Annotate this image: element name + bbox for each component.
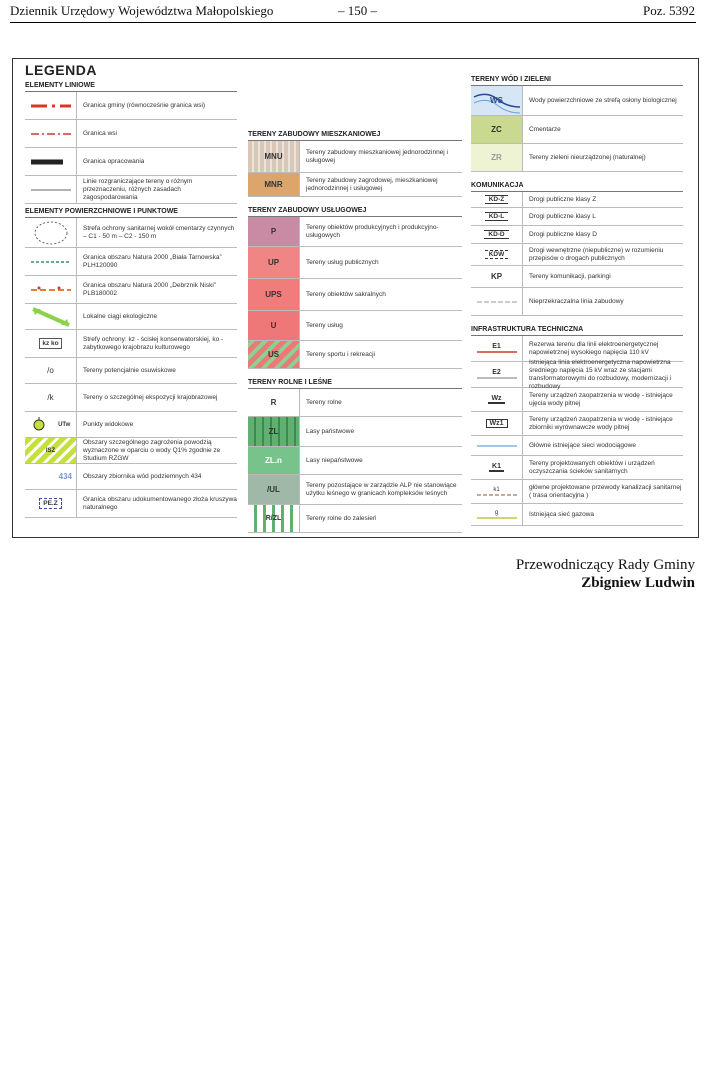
signature-role: Przewodniczący Rady Gminy [515, 557, 695, 573]
legend-label: Tereny komunikacji, parkingi [529, 272, 611, 280]
position-number: Poz. 5392 [643, 3, 695, 18]
legend-label: Tereny potencjalnie osuwiskowe [83, 366, 176, 374]
legend-label: Lasy państwowe [306, 427, 355, 435]
swatch-wz1: Wz1 [471, 412, 523, 435]
legend-label: Strefy ochrony: kz - ścisłej konserwatorskiej, ko - zabytkowego krajobrazu kulturowego [83, 335, 224, 351]
legend-label: Tereny sportu i rekreacji [306, 350, 375, 358]
swatch-gas: g [471, 504, 523, 525]
swatch-eco-corridor [25, 304, 77, 329]
legend-item [471, 116, 683, 144]
section-residential: TERENY ZABUDOWY MIESZKANIOWEJ [248, 129, 462, 141]
legend-item [25, 384, 237, 412]
legend-label: Tereny usług publicznych [306, 258, 379, 266]
swatch-protection-zones: kz ko [25, 330, 77, 357]
section-infra: INFRASTRUKTURA TECHNICZNA [471, 324, 683, 336]
swatch-rzl: R/ZL [248, 505, 300, 532]
legend-item [25, 248, 237, 276]
section-agri: TERENY ROLNE I LEŚNE [248, 377, 462, 389]
swatch-zln: ZL.n [248, 447, 300, 474]
legend-label: Tereny rolne [306, 398, 342, 406]
section-transport: KOMUNIKACJA [471, 180, 683, 192]
swatch-e2: E2 [471, 362, 523, 387]
legend-item [25, 92, 237, 120]
swatch-groundwater: 434 [25, 464, 77, 489]
swatch-k1: K1 [471, 456, 523, 479]
legend-label: Granica obszaru Natura 2000 „Debrznik Niski” PLB180002 [83, 281, 216, 297]
legend-label: Granica obszaru Natura 2000 „Biała Tarnowska” PLH120090 [83, 253, 222, 269]
legend-label: główne projektowane przewody kanalizacji sanitarnej ( trasa orientacyjna ) [529, 483, 682, 499]
legend-item [471, 504, 683, 526]
legend-panel [12, 58, 699, 538]
swatch-sewer: k1 [471, 480, 523, 503]
legend-item [25, 412, 237, 438]
legend-label: Rezerwa terenu dla linii elektroenergetycznej napowietrznej wysokiego napięcia 110 kV [529, 340, 659, 356]
legend-label: Lokalne ciągi ekologiczne [83, 312, 158, 320]
swatch-kp: KP [471, 266, 523, 287]
legend-item [471, 456, 683, 480]
page-number: – 150 – [338, 3, 377, 18]
legend-label: Tereny zieleni nieurządzonej (naturalnej) [529, 153, 646, 161]
legend-label: Główne istniejące sieci wodociągowe [529, 441, 636, 449]
legend-label: Linie rozgraniczające tereny o różnym przeznaczeniu, różnych zasadach zagospodarowania [83, 177, 193, 201]
swatch-water-mains [471, 436, 523, 455]
legend-label: Istniejąca sieć gazowa [529, 510, 595, 518]
legend-label: Lasy niepaństwowe [306, 456, 363, 464]
legend-label: Granica gminy (równocześnie granica wsi) [83, 101, 206, 109]
legend-label: Tereny zabudowy mieszkaniowej jednorodzinnej i usługowej [306, 148, 448, 164]
legend-item [471, 266, 683, 288]
legend-label: Drogi publiczne klasy Z [529, 195, 597, 203]
legend-label: Drogi publiczne klasy L [529, 212, 596, 220]
legend-label: Tereny o szczególnej ekspozycji krajobrazowej [83, 393, 218, 401]
legend-label: Drogi publiczne klasy D [529, 230, 597, 238]
swatch-us: US [248, 341, 300, 368]
legend-item [248, 475, 462, 505]
legend-item [248, 389, 462, 417]
legend-item [471, 244, 683, 266]
swatch-landslide: /o [25, 358, 77, 383]
legend-label: Granica obszaru udokumentowanego złoża kruszywa naturalnego [83, 495, 237, 511]
legend-label: Nieprzekraczalna linia zabudowy [529, 297, 624, 305]
swatch-wz: Wz [471, 388, 523, 411]
legend-label: Tereny obiektów sakralnych [306, 290, 386, 298]
legend-label: Tereny pozostające w zarządzie ALP nie stanowiące użytku leśnego w granicach kompleksów leśnych [306, 481, 457, 497]
legend-item [471, 208, 683, 226]
legend-item [248, 505, 462, 533]
legend-item [471, 388, 683, 412]
swatch-p: P [248, 217, 300, 246]
legend-item [248, 173, 462, 197]
swatch-r: R [248, 389, 300, 416]
legend-label: Tereny usług [306, 321, 343, 329]
publication-title: Dziennik Urzędowy Województwa Małopolskiego [10, 3, 274, 18]
swatch-village-border [25, 120, 77, 147]
legend-item [25, 490, 237, 518]
section-areal: ELEMENTY POWIERZCHNIOWE I PUNKTOWE [25, 206, 237, 218]
legend-label: Strefa ochrony sanitarnej wokół cmentarzy czynnych – C1 - 50 m – C2 - 150 m [83, 224, 235, 240]
legend-column-1 [25, 80, 237, 518]
swatch-kdw: KDW [471, 244, 523, 265]
legend-item [248, 217, 462, 247]
swatch-zl: ZL [248, 417, 300, 446]
swatch-viewpoint: UTw [25, 412, 77, 437]
swatch-ul: /UL [248, 475, 300, 504]
swatch-study-border [25, 148, 77, 175]
swatch-e1: E1 [471, 336, 523, 361]
legend-item [248, 447, 462, 475]
legend-item [248, 279, 462, 311]
legend-item [25, 304, 237, 330]
legend-label: Tereny rolne do zalesień [306, 514, 377, 522]
legend-item [248, 247, 462, 279]
legend-title: LEGENDA [25, 62, 97, 78]
signature-name: Zbigniew Ludwin [581, 575, 695, 591]
legend-label: Punkty widokowe [83, 420, 134, 428]
section-water: TERENY WÓD I ZIELENI [471, 74, 683, 86]
swatch-aggregate-deposit: PE.Z [25, 490, 77, 517]
legend-item [248, 341, 462, 369]
swatch-sanitary-zone [25, 218, 77, 247]
swatch-demarcation-line [25, 176, 77, 203]
legend-label: Tereny obiektów produkcyjnych i produkcyjno-usługowych [306, 223, 439, 239]
section-linear: ELEMENTY LINIOWE [25, 80, 237, 92]
swatch-landscape-exposure: /k [25, 384, 77, 411]
swatch-natura-debrznik [25, 276, 77, 303]
legend-label: Tereny projektowanych obiektów i urządzeń oczyszczania ścieków sanitarnych [529, 459, 655, 475]
swatch-kdl: KD-L [471, 208, 523, 225]
legend-label: Istniejąca linia elektroenergetyczna napowietrzna średniego napięcia 15 kV wraz ze stacjami transformatorowymi do rozbudowy, modernizacji i rozbudowy [529, 358, 672, 390]
header-rule [10, 22, 696, 23]
legend-item [25, 330, 237, 358]
swatch-flood-zone: ISZ [25, 438, 77, 463]
viewpoint-icon [31, 417, 47, 433]
legend-item [471, 480, 683, 504]
swatch-mnu: MNU [248, 141, 300, 172]
legend-label: Obszary szczególnego zagrożenia powodzią wyznaczone w oparciu o wody Q1% zgodnie ze Studium RZGW [83, 438, 221, 462]
legend-label: Cmentarze [529, 125, 561, 133]
legend-item [471, 358, 683, 390]
swatch-ws: WS [471, 86, 523, 115]
swatch-zr: ZR [471, 144, 523, 171]
legend-item [25, 438, 237, 464]
swatch-kdd: KD-D [471, 226, 523, 243]
legend-item [25, 358, 237, 384]
legend-item [25, 148, 237, 176]
legend-label: Drogi wewnętrzne (niepubliczne) w rozumieniu przepisów o drogach publicznych [529, 246, 664, 262]
legend-item [248, 417, 462, 447]
legend-label: Tereny urządzeń zaopatrzenia w wodę - istniejące zbiorniki wyrównawcze wody pitnej [529, 415, 673, 431]
section-services: TERENY ZABUDOWY USŁUGOWEJ [248, 205, 462, 217]
legend-label: Obszary zbiornika wód podziemnych 434 [83, 472, 202, 480]
swatch-zc: ZC [471, 116, 523, 143]
swatch-u: U [248, 311, 300, 340]
swatch-mnr: MNR [248, 173, 300, 196]
legend-item [471, 144, 683, 172]
legend-item [471, 412, 683, 436]
legend-item [248, 141, 462, 173]
legend-label: Wody powierzchniowe ze strefą osłony biologicznej [529, 96, 677, 104]
legend-item [471, 288, 683, 316]
legend-item [25, 176, 237, 204]
legend-item [471, 192, 683, 208]
legend-label: Granica opracowania [83, 157, 145, 165]
legend-item [25, 464, 237, 490]
swatch-natura-biala [25, 248, 77, 275]
swatch-kdz: KD-Z [471, 192, 523, 207]
legend-item [25, 276, 237, 304]
legend-column-2 [248, 129, 462, 533]
legend-item [471, 86, 683, 116]
legend-item [25, 218, 237, 248]
legend-item [248, 311, 462, 341]
swatch-ups: UPS [248, 279, 300, 310]
swatch-commune-border [25, 92, 77, 119]
legend-label: Granica wsi [83, 129, 117, 137]
legend-label: Tereny urządzeń zaopatrzenia w wodę - istniejące ujęcia wody pitnej [529, 391, 673, 407]
legend-item [25, 120, 237, 148]
page-header [10, 3, 695, 21]
legend-item [471, 436, 683, 456]
legend-item [471, 226, 683, 244]
swatch-building-line [471, 288, 523, 315]
legend-column-3 [471, 74, 683, 526]
legend-label: Tereny zabudowy zagrodowej, mieszkaniowej jednorodzinnej i usługowej [306, 176, 438, 192]
swatch-up: UP [248, 247, 300, 278]
